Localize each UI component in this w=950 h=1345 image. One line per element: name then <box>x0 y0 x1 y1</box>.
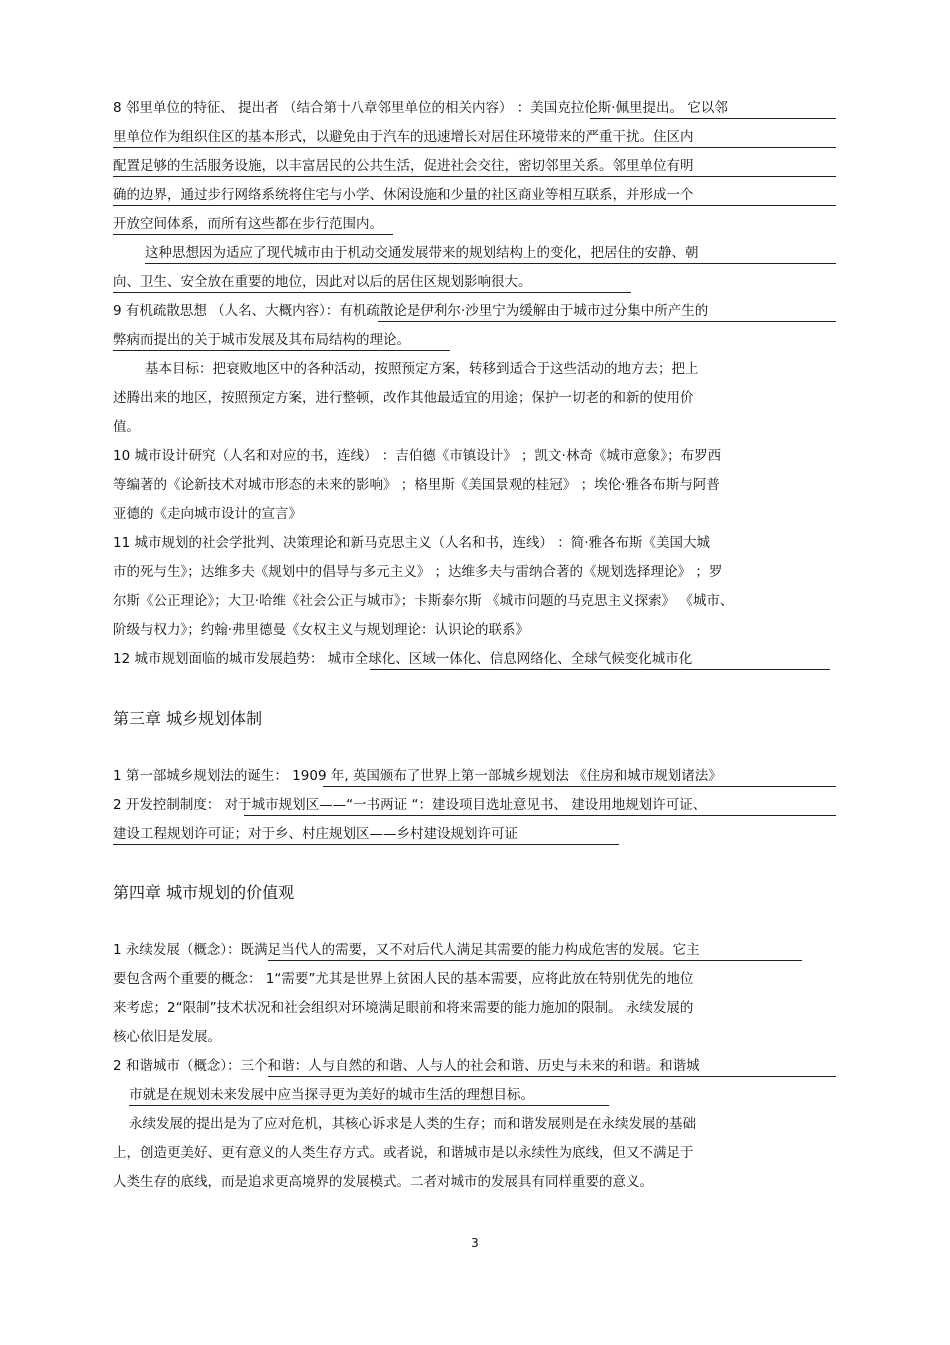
text-line: 10 城市设计研究（人名和对应的书，连线） ：吉伯德《市镇设计》 ；凯文·林奇《城市意象》；布罗西 <box>113 448 722 464</box>
text-line: 亚德的《走向城市设计的宣言》 <box>113 506 302 522</box>
chapter-heading: 第四章 城市规划的价值观 <box>113 883 295 902</box>
text-line: 上，创造更美好、更有意义的人类生存方式。或者说，和谐城市是以永续性为底线，但又不满足于 <box>113 1145 694 1161</box>
text-line: 1 永续发展（概念）：既满足当代人的需要，又不对后代人满足其需要的能力构成危害的发展。它主 <box>113 942 700 958</box>
underline <box>590 118 836 119</box>
text-line: 核心依旧是发展。 <box>113 1029 221 1045</box>
underline <box>378 321 836 322</box>
text-line: 值。 <box>113 419 140 435</box>
underline <box>145 263 836 264</box>
text-line: 尔斯《公正理论》；大卫·哈维《社会公正与城市》；卡斯泰尔斯 《城市问题的马克思主义探索》 《城市、 <box>113 593 734 609</box>
underline <box>113 234 393 235</box>
underline <box>323 786 836 787</box>
underline <box>113 147 836 148</box>
text-line: 市就是在规划未来发展中应当探寻更为美好的城市生活的理想目标。 <box>129 1087 534 1103</box>
text-line: 永续发展的提出是为了应对危机，其核心诉求是人类的生存；而和谐发展则是在永续发展的基础 <box>129 1116 696 1132</box>
text-line: 人类生存的底线，而是追求更高境界的发展模式。二者对城市的发展具有同样重要的意义。 <box>113 1174 653 1190</box>
underline <box>113 350 450 351</box>
underline <box>244 815 836 816</box>
text-line: 向、卫生、安全放在重要的地位，因此对以后的居住区规划影响很大。 <box>113 274 532 290</box>
underline <box>129 1105 609 1106</box>
page-number: 3 <box>471 1236 479 1250</box>
text-line: 2 开发控制制度： 对于城市规划区——“一书两证 “：建设项目选址意见书、 建设用地规划许可证、 <box>113 797 707 813</box>
text-line: 2 和谐城市（概念）：三个和谐：人与自然的和谐、人与人的社会和谐、历史与未来的和谐。和谐城 <box>113 1058 700 1074</box>
underline <box>370 669 830 670</box>
text-line: 12 城市规划面临的城市发展趋势： 城市全球化、区域一体化、信息网络化、全球气候变化城市化 <box>113 651 693 667</box>
text-line: 配置足够的生活服务设施，以丰富居民的公共生活，促进社会交往，密切邻里关系。邻里单位有明 <box>113 158 694 174</box>
text-line: 确的边界，通过步行网络系统将住宅与小学、休闲设施和少量的社区商业等相互联系，并形成一个 <box>113 187 694 203</box>
text-line: 11 城市规划的社会学批判、决策理论和新马克思主义（人名和书，连线） ：简·雅各布斯《美国大城 <box>113 535 711 551</box>
text-line: 要包含两个重要的概念： 1“需要”尤其是世界上贫困人民的基本需要，应将此放在特别优先的地位 <box>113 971 694 987</box>
text-line: 9 有机疏散思想 （人名、大概内容）：有机疏散论是伊利尔·沙里宁为缓解由于城市过分集中所产生的 <box>113 303 709 319</box>
text-line: 这种思想因为适应了现代城市由于机动交通发展带来的规划结构上的变化，把居住的安静、朝 <box>145 245 699 261</box>
text-line: 弊病而提出的关于城市发展及其布局结构的理论。 <box>113 332 410 348</box>
underline <box>268 1076 836 1077</box>
text-line: 来考虑；2“限制”技术状况和社会组织对环境满足眼前和将来需要的能力施加的限制。 永续发展的 <box>113 1000 694 1016</box>
text-line: 建设工程规划许可证；对于乡、村庄规划区——乡村建设规划许可证 <box>113 826 518 842</box>
text-line: 阶级与权力》；约翰·弗里德曼《女权主义与规划理论：认识论的联系》 <box>113 622 530 638</box>
text-line: 基本目标：把衰败地区中的各种活动，按照预定方案，转移到适合于这些活动的地方去；把上 <box>145 361 699 377</box>
chapter-heading: 第三章 城乡规划体制 <box>113 709 263 728</box>
text-line: 1 第一部城乡规划法的诞生： 1909 年, 英国颁布了世界上第一部城乡规划法 《住房和城市规划诸法》 <box>113 768 722 784</box>
text-line: 8 邻里单位的特征、 提出者 （结合第十八章邻里单位的相关内容） ：美国克拉伦斯·佩里提出。 它以邻 <box>113 100 728 116</box>
underline <box>113 205 836 206</box>
underline <box>113 292 631 293</box>
text-line: 等编著的《论新技术对城市形态的未来的影响》 ；格里斯《美国景观的桂冠》 ；埃伦·雅各布斯与阿普 <box>113 477 720 493</box>
underline <box>113 176 836 177</box>
text-line: 述腾出来的地区，按照预定方案，进行整顿，改作其他最适宜的用途；保护一切老的和新的使用价 <box>113 390 694 406</box>
underline <box>113 844 619 845</box>
underline <box>268 960 802 961</box>
text-line: 开放空间体系，而所有这些都在步行范围内。 <box>113 216 383 232</box>
text-line: 里单位作为组织住区的基本形式，以避免由于汽车的迅速增长对居住环境带来的严重干扰。住区内 <box>113 129 694 145</box>
text-line: 市的死与生》；达维多夫《规划中的倡导与多元主义》 ；达维多夫与雷纳合著的《规划选择理论》 ；罗 <box>113 564 723 580</box>
